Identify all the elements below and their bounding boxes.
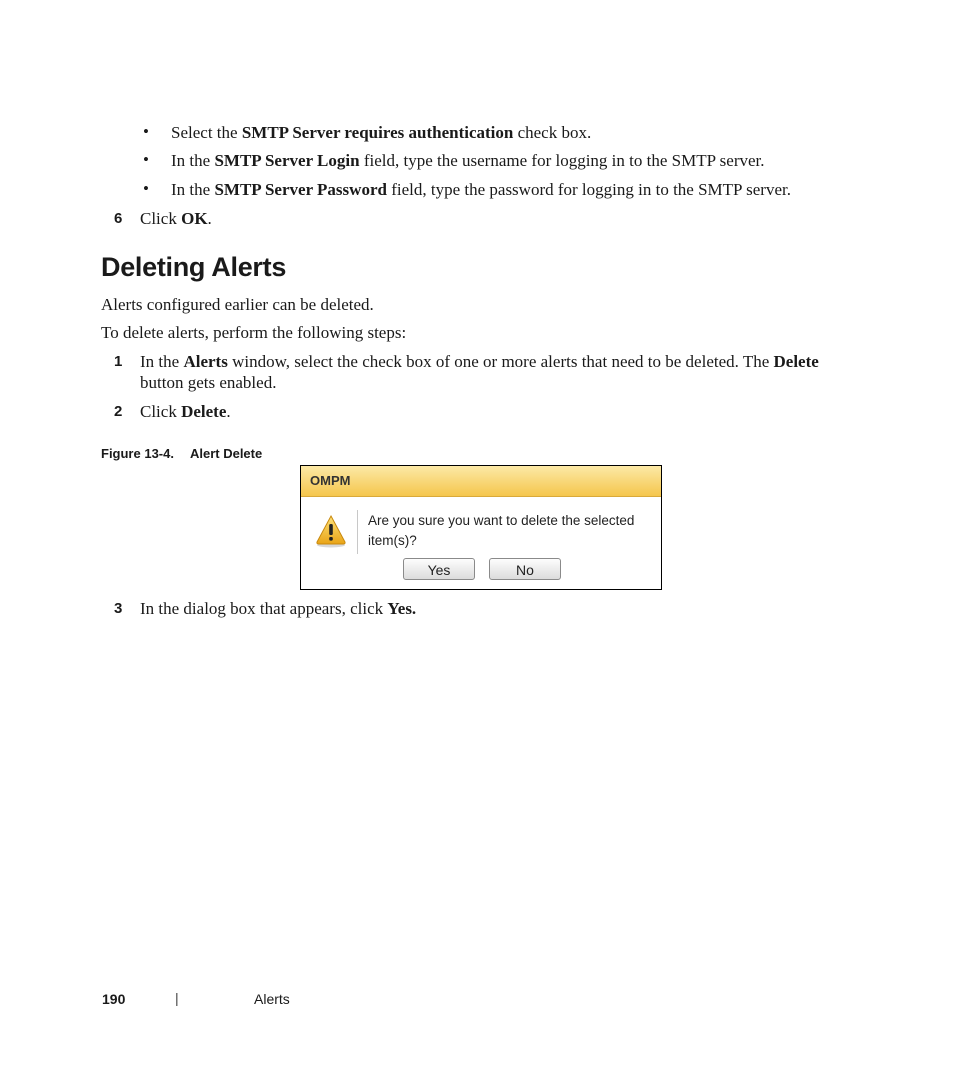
section-heading: Deleting Alerts (101, 252, 287, 282)
step-1-text-continued: button gets enabled. (140, 373, 277, 392)
step-1-text: In the Alerts window, select the check box of one or more alerts that need to be deleted. The Delete (140, 352, 819, 371)
bullet-item-smtp-auth: Select the SMTP Server requires authentication check box. (171, 123, 592, 142)
step-6-text: Click OK. (140, 209, 212, 228)
page-number: 190 (102, 991, 126, 1007)
bullet-marker: • (143, 179, 149, 198)
figure-caption: Figure 13-4. Alert Delete (101, 446, 263, 461)
no-button[interactable]: No (489, 558, 561, 580)
footer-section: Alerts (254, 991, 290, 1007)
bullet-marker: • (143, 122, 149, 141)
step-3-text: In the dialog box that appears, click Yes. (140, 599, 417, 618)
warning-icon (315, 514, 347, 548)
dialog-divider (357, 510, 358, 554)
step-2-text: Click Delete. (140, 402, 231, 421)
intro-text: Alerts configured earlier can be deleted. (101, 295, 374, 314)
step-number: 1 (114, 353, 123, 370)
dialog-message: Are you sure you want to delete the selected item(s)? (368, 513, 635, 548)
step-number: 6 (114, 210, 123, 227)
step-number: 2 (114, 403, 123, 420)
yes-button[interactable]: Yes (403, 558, 475, 580)
intro-steps-text: To delete alerts, perform the following steps: (101, 323, 407, 342)
step-number: 3 (114, 600, 123, 617)
alert-delete-dialog (300, 465, 662, 590)
bullet-marker: • (143, 150, 149, 169)
bullet-item-smtp-password: In the SMTP Server Password field, type the password for logging in to the SMTP server. (171, 180, 791, 199)
footer-separator: | (175, 990, 179, 1006)
bullet-item-smtp-login: In the SMTP Server Login field, type the username for logging in to the SMTP server. (171, 151, 765, 170)
dialog-title: OMPM (301, 466, 661, 497)
